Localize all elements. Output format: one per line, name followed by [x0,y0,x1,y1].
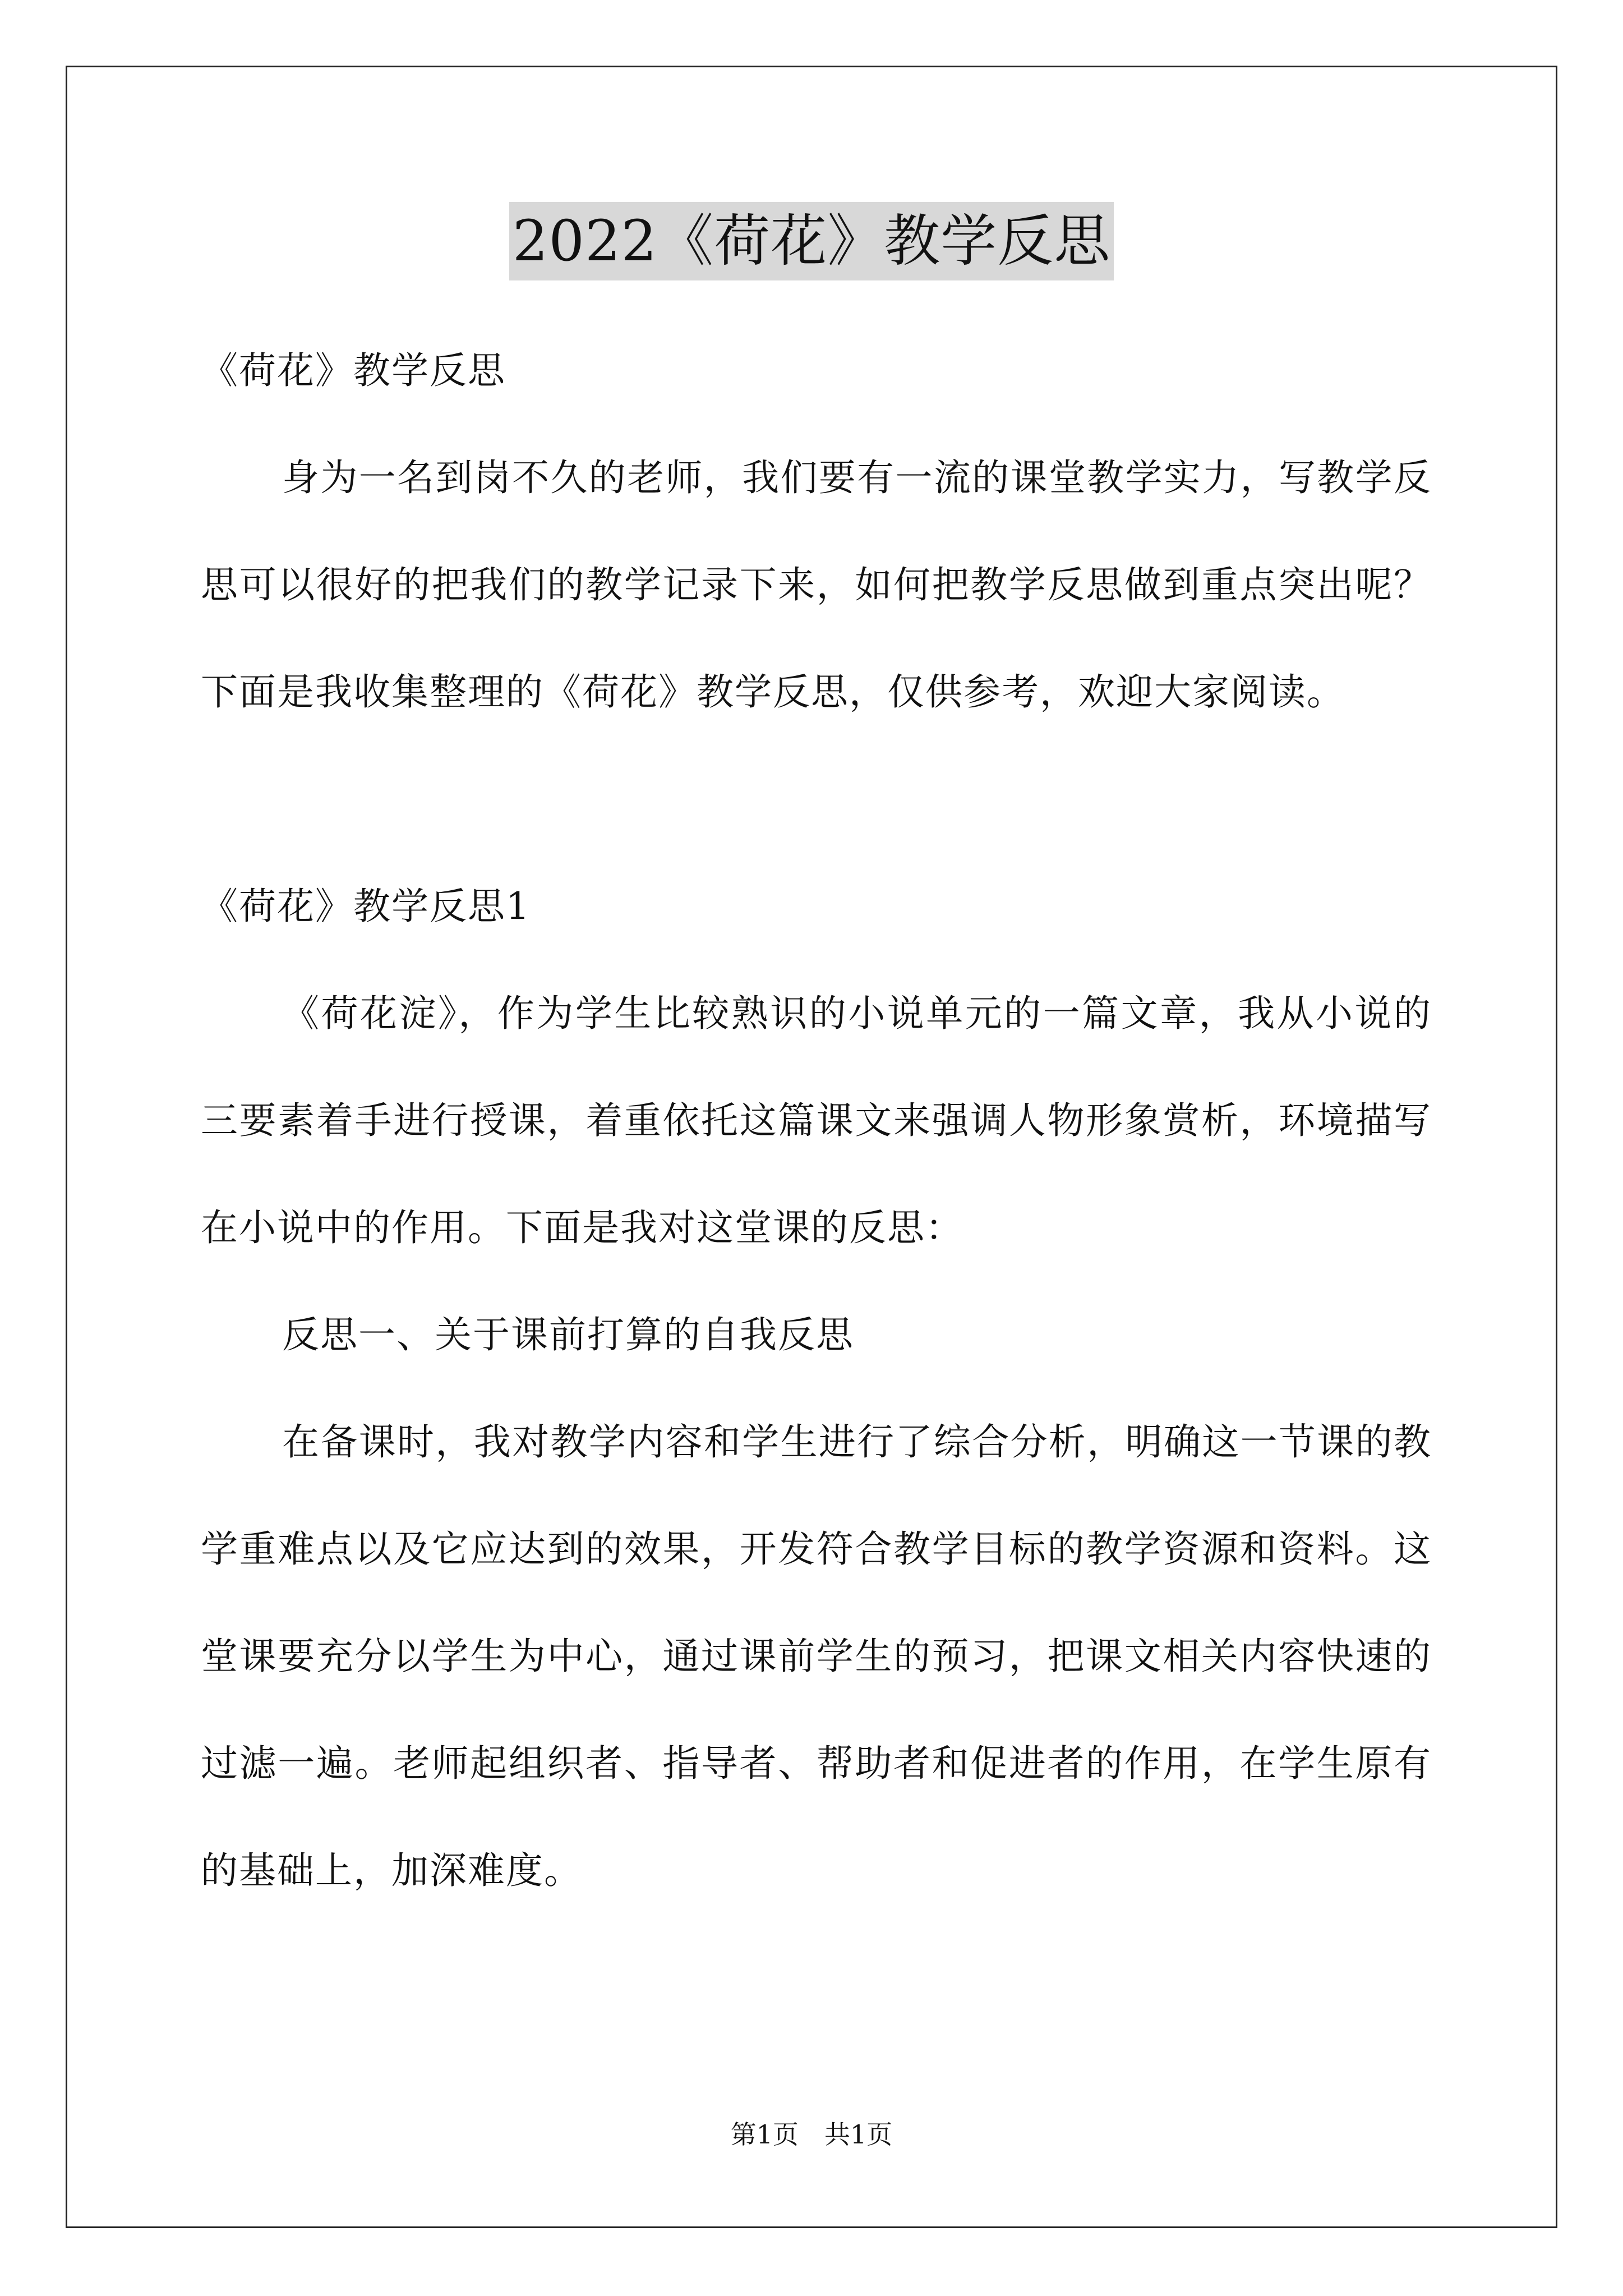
title-container [0,202,1623,280]
section-heading-1: 《荷花》教学反思1 [201,885,531,928]
subheading-reflection-one: 反思一、关于课前打算的自我反思 [282,1313,854,1356]
document-body [201,317,1432,1924]
intro-paragraph: 身为一名到岗不久的老师，我们要有一流的课堂教学实力，写教学反思可以很好的把我们的教学记录下来，如何把教学反思做到重点突出呢？下面是我收集整理的《荷花》教学反思，仅供参考，欢迎大家阅读。 [201,456,1432,714]
page-footer: 第1页 共1页 [730,2119,893,2150]
document-title: 2022《荷花》教学反思 [509,202,1114,280]
paragraph-gap [201,746,1432,853]
section-heading: 《荷花》教学反思 [201,349,506,392]
body-paragraph: 在备课时，我对教学内容和学生进行了综合分析，明确这一节课的教学重难点以及它应达到的效果，开发符合教学目标的教学资源和资料。这堂课要充分以学生为中心，通过课前学生的预习，把课文相关内容快速的过滤一遍。老师起组织者、指导者、帮助者和促进者的作用，在学生原有的基础上，加深难度。 [201,1420,1432,1892]
body-paragraph: 《荷花淀》，作为学生比较熟识的小说单元的一篇文章，我从小说的三要素着手进行授课，着重依托这篇课文来强调人物形象赏析，环境描写在小说中的作用。下面是我对这堂课的反思： [201,992,1432,1249]
